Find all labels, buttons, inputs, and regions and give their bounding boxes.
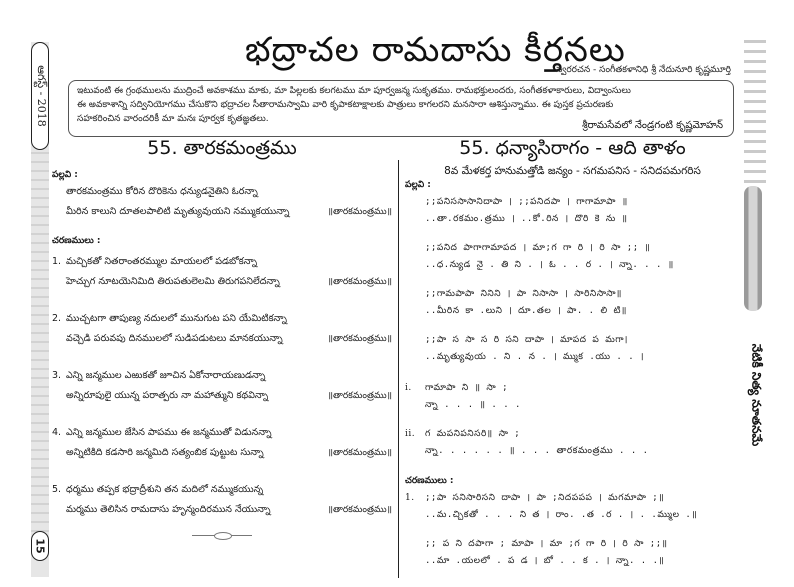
intro-line: ఈ అవకాశాన్ని సద్వినియోగము చేసుకొని భద్రాచల సీతారామస్వామి వారి కృపాకటాక్షాలకు పాత్రులు కాగలరని మనసారా ఆశిస్తున్నాము. ఈ పుస్తక ప్రచురణకు bbox=[77, 100, 614, 110]
swara-line: ;; ప ని దపాగా ; మాపా । మా ;గ గా రి । రి సా ;;॥ bbox=[425, 539, 668, 549]
stanza-line: అన్నిటికిది కడసారి జన్మమిది సత్యంబిక పుట్టుట సున్నా ॥తారకమంత్రము॥ bbox=[52, 443, 392, 463]
sahitya-line: ..తా.రకమం.త్రము । ..కో.రిన । దొరి కె ను ॥ bbox=[425, 214, 628, 224]
sahitya-line: ..మీరిన కా .లుని । దూ.తల । పా. . లి టి॥ bbox=[425, 306, 627, 316]
stanza-line: అన్నిరూపులై యున్న పరాత్పరు నా మహాత్ముని కథవిన్నా ॥తారకమంత్రము॥ bbox=[52, 386, 392, 406]
section-tab bbox=[744, 320, 766, 470]
raga-details: 8వ మేళకర్త హనుమత్తోడి జన్యం - సగమపనిస - సనిదపమగరిస bbox=[444, 165, 701, 177]
raga-title: 55. ధన్యాసిరాగం - ఆది తాళం bbox=[459, 137, 686, 159]
lyrics-column bbox=[52, 137, 392, 538]
notation-group bbox=[405, 194, 740, 228]
column-divider bbox=[398, 160, 399, 578]
charanam-label: చరణములు : bbox=[52, 236, 101, 246]
swara-line: ii. గ మపనిపనిసరి॥ సా ; bbox=[405, 426, 740, 443]
stanza-number: 2. bbox=[52, 313, 62, 324]
stanza-line: 2. ముచ్చటగా తాపుణ్య నదులలో మునుగుట పని యేమిటికన్నా bbox=[52, 309, 392, 329]
page-number: 15 bbox=[33, 538, 47, 554]
variation-group bbox=[405, 380, 740, 414]
variation-number: ii. bbox=[405, 429, 416, 439]
vine-ornament-icon bbox=[31, 152, 49, 537]
notation-group bbox=[405, 240, 740, 274]
refrain-marker: ॥తారకమంత్రము॥ bbox=[327, 334, 392, 344]
pallavi-line: తారకమంత్రము కోరిన దొరికెను ధన్యుడనైతిని ఓరన్నా bbox=[66, 186, 258, 197]
song-title: 55. తారకమంత్రము bbox=[147, 137, 297, 159]
swara-line: ;;పనిససాసానిదాపా । ;;పనిదపా । గాగామాపా ॥ bbox=[425, 197, 628, 207]
swara-line: ;;గామపాపా నినిని । పా నిసాసా । సారినిసాసా॥ bbox=[425, 289, 622, 299]
charanam-stanza bbox=[52, 423, 392, 463]
charanam-label: చరణములు : bbox=[405, 476, 454, 486]
pallavi-text: మీరిన కాలుని దూతలపాలిటి మృత్యువుయని నమ్ముకయున్నా bbox=[66, 206, 290, 217]
stanza-number: 1. bbox=[52, 256, 62, 267]
swara-line: i. గామాపా ని ॥ సా ; bbox=[405, 380, 740, 397]
pallavi-label: పల్లవి : bbox=[405, 180, 431, 190]
stanza-number: 4. bbox=[52, 427, 62, 438]
refrain-marker: ॥తారకమంత్రము॥ bbox=[327, 448, 392, 458]
stanza-number: 3. bbox=[52, 370, 62, 381]
divider-ornament-icon bbox=[192, 532, 252, 538]
charanam-stanza bbox=[52, 366, 392, 406]
stanza-line: వచ్చెడి పరువపు దినములలో సుడిపడుటలు మానకయున్నా ॥తారకమంత్రము॥ bbox=[52, 329, 392, 349]
section-tab-label: నేటికీ నిత్య నూతనమే bbox=[749, 343, 764, 447]
swara-line: ;;పనిద పాగాగామాపద । మా;గ గా రి । రి సా ;; ॥ bbox=[425, 243, 651, 253]
stanza-line: హెచ్చుగ నూటయెనిమిది తిరుపతులెలమి తిరుగపనిలేదన్నా ॥తారకమంత్రము॥ bbox=[52, 272, 392, 292]
stanza-line: 3. ఎన్ని జన్మముల ఎఱుకతో జూచిన ఏకోనారాయణుడన్నా bbox=[52, 366, 392, 386]
refrain-marker: ॥తారకమంత్రము॥ bbox=[327, 505, 392, 515]
decorative-bar bbox=[744, 186, 762, 311]
pallavi-line bbox=[52, 202, 392, 222]
stanza-line: మర్మము తెలిసిన రామదాసు హృన్మందిరమున నేయున్నా ॥తారకమంత్రము॥ bbox=[52, 500, 392, 520]
issue-date-badge bbox=[31, 42, 49, 150]
page-title: భద్రాచల రామదాసు కీర్తనలు bbox=[245, 30, 626, 70]
stanza-number: 5. bbox=[52, 484, 62, 495]
variation-group bbox=[405, 426, 740, 460]
stanza-line: 4. ఎన్ని జన్మముల జేసిన పాపము ఈ జన్మముతో విడునన్నా bbox=[52, 423, 392, 443]
notation-column bbox=[405, 137, 740, 570]
intro-line: ఇటువంటి ఈ గ్రంథములను ముద్రించే అవకాశము మాకు, మా పిల్లలకు కలగటము మా పూర్వజన్మ సుకృతము. రామభక్తులందరు, సంగీతకళాకారులు, విద్వాంసులు bbox=[77, 86, 631, 96]
swara-line: 1. ;;పా సనిసారిసని దాపా । పా ;నిదపపప । మగమాపా ;॥ bbox=[405, 490, 740, 507]
editor-credit: స్వరరచన - సంగీతకళానిధి శ్రీ నేదునూరి కృష్ణమూర్తి bbox=[556, 65, 731, 75]
charanam-stanza bbox=[52, 480, 392, 520]
notation-group bbox=[405, 536, 740, 570]
stanza-line: 5. ధర్మము తప్పక భద్రాద్రీశుని తన మదిలో నమ్ముకయున్న bbox=[52, 480, 392, 500]
variation-number: i. bbox=[405, 383, 412, 393]
intro-box bbox=[68, 80, 734, 137]
sahitya-line: ..మృత్యువుయ . ని . న . । మ్ముక .యు . . । bbox=[425, 352, 645, 362]
charanam-number: 1. bbox=[405, 493, 415, 503]
charanam-stanza bbox=[52, 309, 392, 349]
issue-date: ఆగస్ట్ - 2018 bbox=[35, 65, 48, 127]
charanam-stanza bbox=[52, 252, 392, 292]
refrain-marker: ॥తారకమంత్రము॥ bbox=[327, 277, 392, 287]
notation-group bbox=[405, 332, 740, 366]
intro-line: సహకరించిన వారందరికీ మా మనః పూర్వక కృతజ్ఞతలు. bbox=[77, 114, 269, 124]
sahitya-line: న్నా . . . ॥ . . . bbox=[425, 400, 521, 410]
pallavi-label: పల్లవి : bbox=[52, 170, 78, 180]
stanza-line: 1. మచ్చికతో నితరాంతరమ్ముల మాయలలో పడబోకన్నా bbox=[52, 252, 392, 272]
swara-line: ;;పా స సా స రి సని దాపా । మాపద ప మగా। bbox=[425, 335, 628, 345]
vine-ornament-icon bbox=[744, 40, 766, 190]
sahitya-line: ..మా .యలలో . ప డ । బో . . క . । న్నా. . .॥ bbox=[425, 556, 665, 566]
sahitya-line: ..ధ.న్యుడ నై . తి ని . । ఓ . . ర . । న్నా. . . ॥ bbox=[425, 260, 674, 270]
publisher-signature: శ్రీరామసేవలో నేండ్రగంటి కృష్ణమోహన్ bbox=[582, 120, 723, 131]
notation-group bbox=[405, 286, 740, 320]
refrain-marker: ॥తారకమంత్రము॥ bbox=[327, 207, 392, 217]
sahitya-line: ..మ.చ్చికతో . . . ని త । రాం. .త .ర . । . .మ్ముల .॥ bbox=[425, 510, 698, 520]
page-number-badge bbox=[31, 531, 49, 561]
refrain-marker: ॥తారకమంత్రము॥ bbox=[327, 391, 392, 401]
sahitya-line: న్నా. . . . . . ॥ . . . తారకమంత్రము . . . bbox=[425, 446, 649, 456]
notation-group bbox=[405, 490, 740, 524]
